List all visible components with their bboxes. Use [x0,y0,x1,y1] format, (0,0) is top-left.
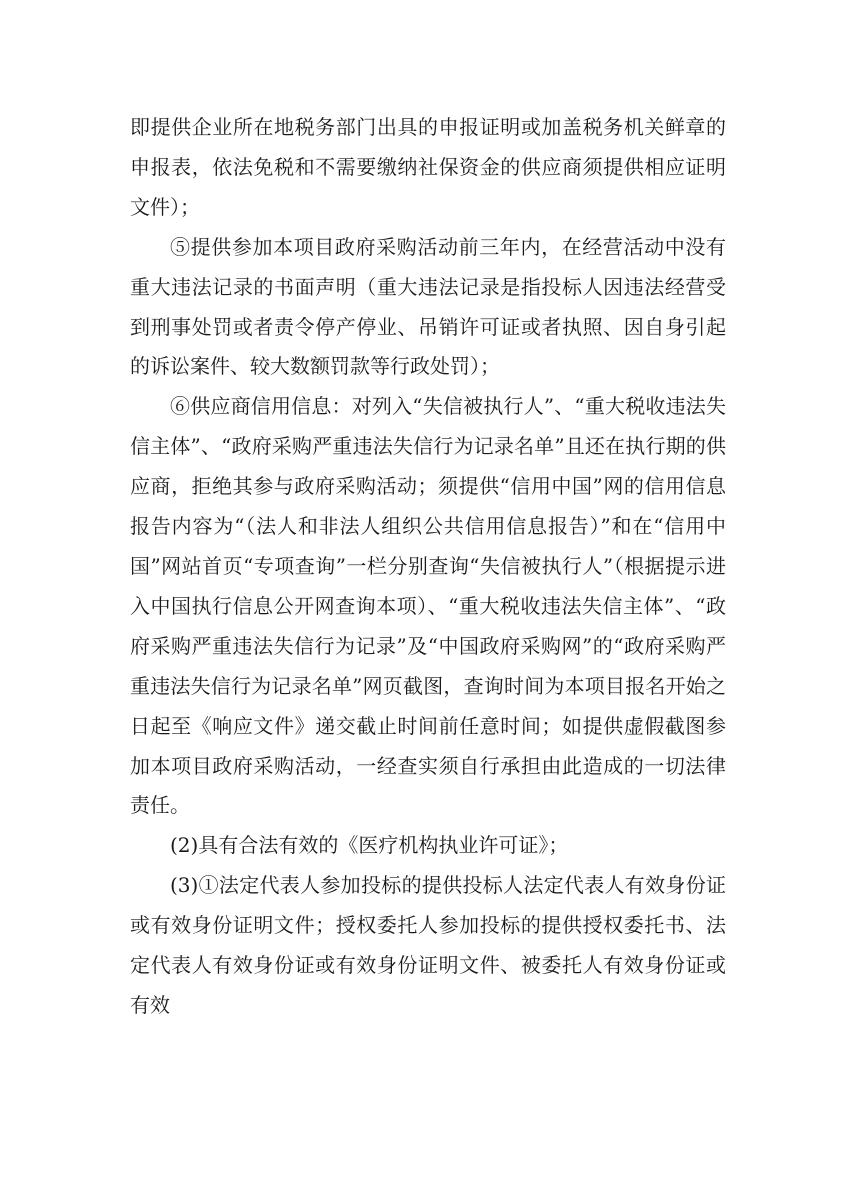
paragraph-item-6: ⑥供应商信用信息：对列入“失信被执行人”、“重大税收违法失信主体”、“政府采购严重违法失信行为记录名单”且还在执行期的供应商，拒绝其参与政府采购活动；须提供“信用中国”网的信用信息报告内容为“（法人和非法人组织公共信用信息报告）”和在“信用中国”网站首页“专项查询”一栏分别查询“失信被执行人”（根据提示进入中国执行信息公开网查询本项）、“重大税收违法失信主体”、“政府采购严重违法失信行为记录”及“中国政府采购网”的“政府采购严重违法失信行为记录名单”网页截图，查询时间为本项目报名开始之日起至《响应文件》递交截止时间前任意时间；如提供虚假截图参加本项目政府采购活动，一经查实须自行承担由此造成的一切法律责任。 [130,394,726,818]
document-body [130,108,726,1026]
paragraph-item-3: (3)①法定代表人参加投标的提供投标人法定代表人有效身份证或有效身份证明文件；授权委托人参加投标的提供授权委托书、法定代表人有效身份证或有效身份证明文件、被委托人有效身份证或有效 [130,873,726,1017]
paragraph-item-5: ⑤提供参加本项目政府采购活动前三年内，在经营活动中没有重大违法记录的书面声明（重大违法记录是指投标人因违法经营受到刑事处罚或者责令停产停业、吊销许可证或者执照、因自身引起的诉讼案件、较大数额罚款等行政处罚）； [130,234,726,379]
paragraph-continuation: 即提供企业所在地税务部门出具的申报证明或加盖税务机关鲜章的申报表，依法免税和不需要缴纳社保资金的供应商须提供相应证明文件）； [130,115,726,219]
paragraph-item-2: (2)具有合法有效的《医疗机构执业许可证》； [170,833,569,858]
